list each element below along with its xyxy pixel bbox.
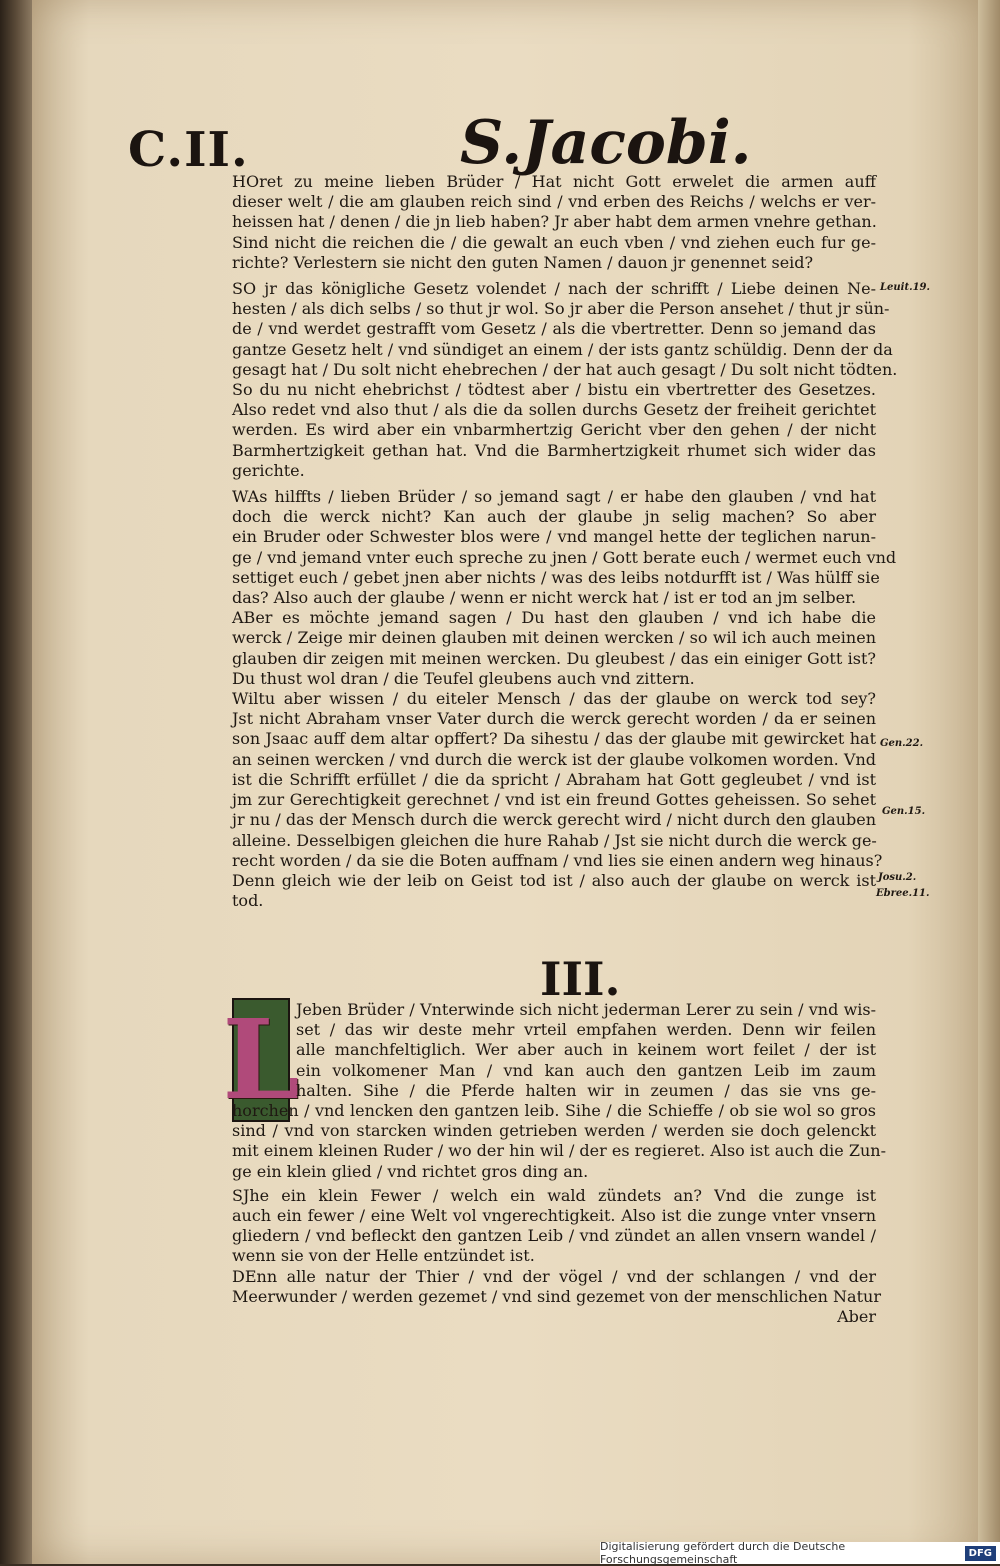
text-line: auch ein fewer / eine Welt vol vngerechtigkeit. Also ist die zunge vnter vnsern <box>232 1206 876 1226</box>
dfg-logo: DFG <box>965 1546 996 1561</box>
catchword: Aber <box>837 1307 876 1327</box>
text-line: gantze Gesetz helt / vnd sündiget an einem / der ists gantz schüldig. Denn der da <box>232 339 893 359</box>
text-line: werden. Es wird aber ein vnbarmhertzig Gericht vber den gehen / der nicht <box>232 420 876 440</box>
text-line: werck / Zeige mir deinen glauben mit deinen wercken / so wil ich auch meinen <box>232 628 876 648</box>
initial-letter: L <box>222 995 300 1124</box>
text-line: Barmhertzigkeit gethan hat. Vnd die Barmhertzigkeit rhumet sich wider das <box>232 440 876 460</box>
text-line: doch die werck nicht? Kan auch der glaube jn selig machen? So aber <box>232 507 876 527</box>
text-line: SO jr das königliche Gesetz volendet / nach der schrifft / Liebe deinen Ne- <box>232 279 876 299</box>
text-line: dieser welt / die am glauben reich sind / vnd erben des Reichs / welchs er ver- <box>232 192 876 212</box>
text-line: Wiltu aber wissen / du eiteler Mensch / das der glaube on werck tod sey? <box>232 689 876 709</box>
text-line: gliedern / vnd befleckt den gantzen Leib / vnd zündet an allen vnsern wandel / <box>232 1226 876 1246</box>
paragraph-6 <box>232 1000 886 1182</box>
text-line: wenn sie von der Helle entzündet ist. <box>232 1246 535 1266</box>
text-line: tod. <box>232 891 264 911</box>
text-line: DEnn alle natur der Thier / vnd der vögel / vnd der schlangen / vnd der <box>232 1266 876 1286</box>
text-line: Jst nicht Abraham vnser Vater durch die werck gerecht worden / da er seinen <box>232 709 876 729</box>
text-line: de / vnd werdet gestrafft vom Gesetz / als die vbertretter. Denn so jemand das <box>232 319 876 339</box>
text-line: hesten / als dich selbs / so thut jr wol. So jr aber die Person ansehet / thut jr sün- <box>232 299 890 319</box>
text-line: Du thust wol dran / die Teufel gleubens auch vnd zittern. <box>232 668 695 688</box>
text-line: richte? Verlestern sie nicht den guten Namen / dauon jr genennet seid? <box>232 252 814 272</box>
text-line: set / das wir deste mehr vrteil empfahen werden. Denn wir feilen <box>296 1020 876 1040</box>
text-line: ein volkomener Man / vnd kan auch den gantzen Leib im zaum <box>296 1060 876 1080</box>
text-line: ABer es möchte jemand sagen / Du hast den glauben / vnd ich habe die <box>232 608 876 628</box>
text-line: SJhe ein klein Fewer / welch ein wald zündets an? Vnd die zunge ist <box>232 1185 876 1205</box>
text-line: an seinen wercken / vnd durch die werck ist der glaube volkomen worden. Vnd <box>232 749 876 769</box>
text-line: alle manchfeltiglich. Wer aber auch in keinem wort feilet / der ist <box>296 1040 876 1060</box>
margin-note-ebre: Ebree.11. <box>876 888 930 899</box>
text-line: recht worden / da sie die Boten auffnam / vnd lies sie einen andern weg hinaus? <box>232 850 883 870</box>
paragraph-2 <box>232 279 898 481</box>
text-line: heissen hat / denen / die jn lieb haben? Jr aber habt dem armen vnehre gethan. <box>232 212 877 232</box>
text-line: alleine. Desselbigen gleichen die hure Rahab / Jst sie nicht durch die werck ge- <box>232 830 877 850</box>
margin-note-josu: Josu.2. <box>878 872 917 883</box>
chapter-heading: III. <box>540 952 621 1006</box>
text-line: Also redet vnd also thut / als die da sollen durchs Gesetz der freiheit gerichtet <box>232 400 876 420</box>
text-line: glauben dir zeigen mit meinen wercken. Du gleubest / das ein einiger Gott ist? <box>232 648 876 668</box>
text-line: horchen / vnd lencken den gantzen leib. Sihe / die Schieffe / ob sie wol so gros <box>232 1101 876 1121</box>
text-line: gesagt hat / Du solt nicht ehebrechen / der hat auch gesagt / Du solt nicht tödten. <box>232 359 898 379</box>
text-line: Jeben Brüder / Vnterwinde sich nicht jederman Lerer zu sein / vnd wis- <box>296 1000 876 1019</box>
text-line: Sind nicht die reichen die / die gewalt an euch vben / vnd ziehen euch fur ge- <box>232 232 876 252</box>
footer-text: Digitalisierung gefördert durch die Deutsche Forschungsgemeinschaft <box>600 1540 846 1566</box>
text-line: So du nu nicht ehebrichst / tödtest aber / bistu ein vbertretter des Gesetzes. <box>232 380 876 400</box>
chapter-marker: C.II. <box>128 122 249 178</box>
text-line: Meerwunder / werden gezemet / vnd sind gezemet von der menschlichen Natur <box>232 1286 881 1306</box>
text-line: ist die Schrifft erfüllet / die da spricht / Abraham hat Gott gegleubet / vnd ist <box>232 769 876 789</box>
margin-note-gen15: Gen.15. <box>882 806 926 817</box>
text-line: settiget euch / gebet jnen aber nichts / was des leibs notdurfft ist / Was hülff sie <box>232 567 880 587</box>
text-line: Denn gleich wie der leib on Geist tod ist / also auch der glaube on werck ist <box>232 870 876 890</box>
text-line: das? Also auch der glaube / wenn er nicht werck hat / ist er tod an jm selber. <box>232 588 857 608</box>
text-line: ge ein klein glied / vnd richtet gros ding an. <box>232 1161 589 1181</box>
text-block-2 <box>232 1000 886 1327</box>
text-line: son Jsaac auff dem altar opffert? Da sihestu / das der glaube mit gewircket hat <box>232 729 876 749</box>
text-line: mit einem kleinen Ruder / wo der hin wil / der es regieret. Also ist auch die Zun- <box>232 1141 886 1161</box>
text-line: gerichte. <box>232 460 305 480</box>
text-line: WAs hilffts / lieben Brüder / so jemand sagt / er habe den glauben / vnd hat <box>232 487 876 507</box>
paragraph-5 <box>232 689 883 911</box>
facing-page-edge <box>978 0 1000 1564</box>
paragraph-1 <box>232 172 876 273</box>
page-title: S.Jacobi. <box>460 108 752 178</box>
paragraph-8 <box>232 1266 881 1307</box>
text-line: HOret zu meine lieben Brüder / Hat nicht Gott erwelet die armen auff <box>232 172 876 191</box>
text-line: ein Bruder oder Schwester blos were / vnd mangel hette der teglichen narun- <box>232 527 876 547</box>
text-line: halten. Sihe / die Pferde halten wir in zeumen / das sie vns ge- <box>296 1080 876 1100</box>
paragraph-4 <box>232 608 876 689</box>
text-line: ge / vnd jemand vnter euch spreche zu jnen / Gott berate euch / wermet euch vnd <box>232 547 897 567</box>
margin-note-leuit: Leuit.19. <box>880 282 930 293</box>
text-line: jm zur Gerechtigkeit gerechnet / vnd ist ein freund Gottes geheissen. So sehet <box>232 790 876 810</box>
margin-note-gen22: Gen.22. <box>880 738 924 749</box>
text-line: sind / vnd von starcken winden getrieben werden / werden sie doch gelenckt <box>232 1121 876 1141</box>
paragraph-3 <box>232 487 897 608</box>
footer-banner <box>600 1542 1000 1564</box>
text-line: jr nu / das der Mensch durch die werck gerecht wird / nicht durch den glauben <box>232 810 877 830</box>
paragraph-7 <box>232 1186 876 1267</box>
